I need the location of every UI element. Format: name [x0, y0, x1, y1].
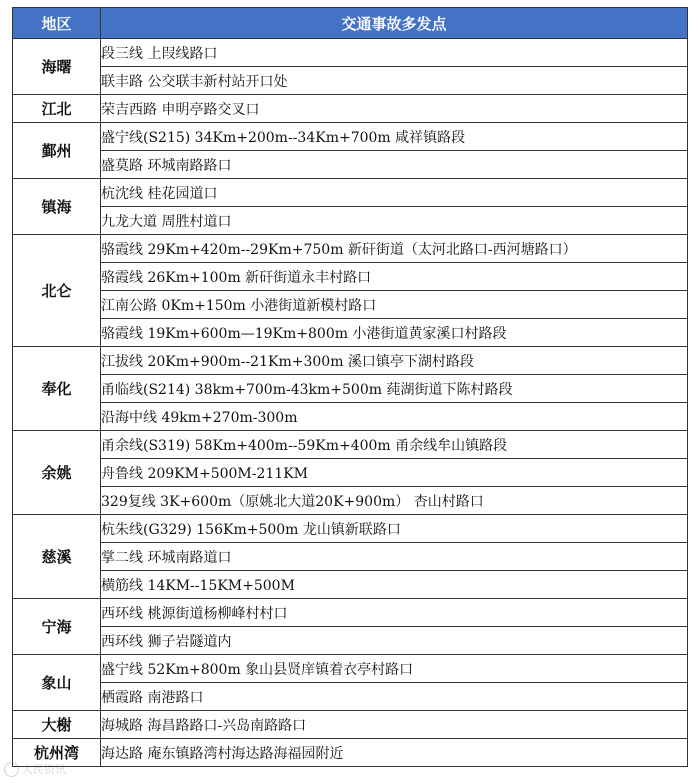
watermark-text: 人民资讯	[22, 763, 66, 776]
hotspot-cell: 杭沈线 桂花园道口	[101, 179, 688, 207]
region-cell: 奉化	[13, 347, 101, 431]
hotspot-cell: 海城路 海昌路路口-兴岛南路路口	[101, 711, 688, 739]
region-cell: 宁海	[13, 599, 101, 655]
region-cell: 镇海	[13, 179, 101, 235]
table-row	[13, 459, 688, 487]
region-cell: 大榭	[13, 711, 101, 739]
hotspot-cell: 甬临线(S214) 38km+700m-43km+500m 莼湖街道下陈村路段	[101, 375, 688, 403]
hotspot-cell: 甬余线(S319) 58Km+400m--59Km+400m 甬余线牟山镇路段	[101, 431, 688, 459]
region-cell: 余姚	[13, 431, 101, 515]
table-row	[13, 627, 688, 655]
hotspot-cell: 荣吉西路 申明亭路交叉口	[101, 95, 688, 123]
hotspot-cell: 舟鲁线 209KM+500M-211KM	[101, 459, 688, 487]
table-row	[13, 375, 688, 403]
accident-hotspot-table	[12, 7, 688, 767]
region-cell: 杭州湾	[13, 739, 101, 767]
hotspot-cell: 骆霞线 29Km+420m--29Km+750m 新矸街道（太河北路口-西河塘路口）	[101, 235, 688, 263]
table-row	[13, 655, 688, 683]
region-cell: 海曙	[13, 39, 101, 95]
hotspot-cell: 盛莫路 环城南路路口	[101, 151, 688, 179]
table-row	[13, 347, 688, 375]
table-row	[13, 403, 688, 431]
watermark	[4, 761, 66, 777]
hotspot-cell: 栖霞路 南港路口	[101, 683, 688, 711]
table-row	[13, 515, 688, 543]
hotspot-cell: 杭朱线(G329) 156Km+500m 龙山镇新联路口	[101, 515, 688, 543]
table-row	[13, 291, 688, 319]
table-row	[13, 739, 688, 767]
hotspot-cell: 江拔线 20Km+900m--21Km+300m 溪口镇亭下湖村路段	[101, 347, 688, 375]
table-row	[13, 711, 688, 739]
watermark-logo-icon	[4, 762, 19, 777]
hotspot-cell: 西环线 桃源街道杨柳峰村村口	[101, 599, 688, 627]
table-row	[13, 123, 688, 151]
table-row	[13, 683, 688, 711]
region-cell: 象山	[13, 655, 101, 711]
hotspot-cell: 海达路 庵东镇路湾村海达路海福园附近	[101, 739, 688, 767]
table-row	[13, 95, 688, 123]
table-row	[13, 39, 688, 67]
region-cell: 慈溪	[13, 515, 101, 599]
table-row	[13, 571, 688, 599]
hotspot-cell: 骆霞线 19Km+600m—19Km+800m 小港街道黄家溪口村路段	[101, 319, 688, 347]
table-row	[13, 179, 688, 207]
hotspot-cell: 联丰路 公交联丰新村站开口处	[101, 67, 688, 95]
table-body	[13, 39, 688, 767]
hotspot-cell: 段三线 上叚线路口	[101, 39, 688, 67]
table-row	[13, 599, 688, 627]
hotspot-cell: 骆霞线 26Km+100m 新矸街道永丰村路口	[101, 263, 688, 291]
region-cell: 鄞州	[13, 123, 101, 179]
header-region: 地区	[13, 8, 101, 39]
table-row	[13, 235, 688, 263]
hotspot-cell: 掌二线 环城南路道口	[101, 543, 688, 571]
hotspot-cell: 329复线 3K+600m（原姚北大道20K+900m） 杏山村路口	[101, 487, 688, 515]
hotspot-cell: 九龙大道 周胜村道口	[101, 207, 688, 235]
table-row	[13, 543, 688, 571]
hotspot-cell: 沿海中线 49km+270m-300m	[101, 403, 688, 431]
header-spots: 交通事故多发点	[101, 8, 688, 39]
hotspot-cell: 横筋线 14KM--15KM+500M	[101, 571, 688, 599]
hotspot-cell: 西环线 狮子岩隧道内	[101, 627, 688, 655]
region-cell: 北仑	[13, 235, 101, 347]
hotspot-cell: 盛宁线(S215) 34Km+200m--34Km+700m 咸祥镇路段	[101, 123, 688, 151]
table-header-row	[13, 8, 688, 39]
table-row	[13, 319, 688, 347]
table-row	[13, 487, 688, 515]
region-cell: 江北	[13, 95, 101, 123]
table-row	[13, 151, 688, 179]
table-row	[13, 431, 688, 459]
hotspot-cell: 盛宁线 52Km+800m 象山县贤庠镇着衣亭村路口	[101, 655, 688, 683]
table-row	[13, 67, 688, 95]
hotspot-cell: 江南公路 0Km+150m 小港街道新模村路口	[101, 291, 688, 319]
table-row	[13, 207, 688, 235]
table-row	[13, 263, 688, 291]
